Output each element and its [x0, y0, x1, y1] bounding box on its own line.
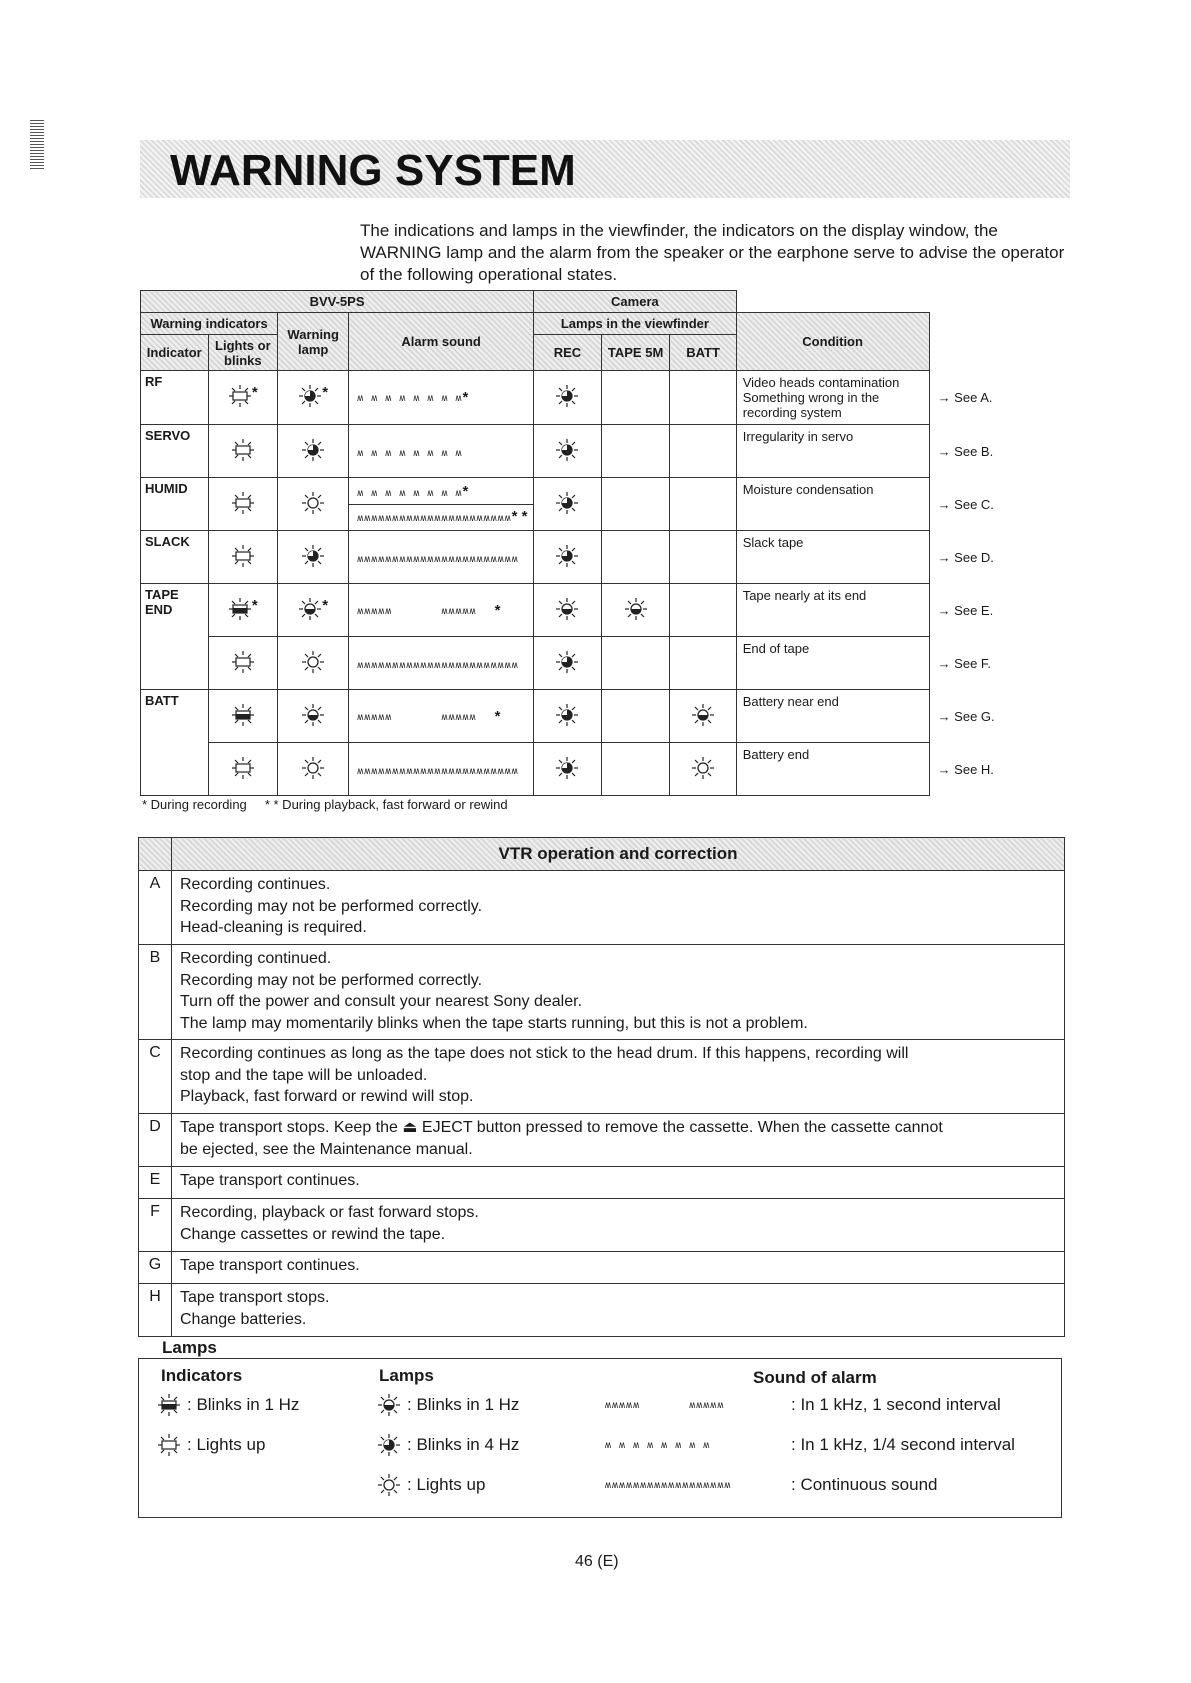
- tape-lamp-blink-1hz-icon: [624, 597, 648, 621]
- legend-indicator-label: : Lights up: [187, 1435, 266, 1454]
- lamp-light-icon: [301, 650, 325, 674]
- table-row: [141, 743, 1001, 796]
- rec-header: REC: [534, 335, 602, 371]
- row-letter: E: [139, 1167, 172, 1199]
- table-row: [139, 1199, 1065, 1252]
- legend-indicators-header: Indicators: [161, 1366, 243, 1385]
- see-reference: → See D.: [937, 549, 994, 565]
- indicator-blink-icon: [228, 597, 252, 621]
- indicator-blink-icon: [157, 1393, 181, 1417]
- batt-lamp-blink-1hz-icon: [691, 703, 715, 727]
- lamp-blink-4hz-icon: [377, 1433, 401, 1457]
- legend-sound-label: : In 1 kHz, 1 second interval: [791, 1395, 1001, 1414]
- condition-text: Video heads contamination Something wrong in the recording system: [736, 371, 929, 425]
- vtr-line: be ejected, see the Maintenance manual.: [180, 1140, 473, 1158]
- alarm-quarter-second-icon: ʍ ʍ ʍ ʍ ʍ ʍ ʍ ʍ: [605, 1439, 711, 1451]
- indicator-light-icon: [231, 438, 255, 462]
- table-row: [141, 531, 1001, 584]
- table-row: [141, 425, 1001, 478]
- table-footnote: [142, 797, 508, 812]
- row-letter: H: [139, 1284, 172, 1337]
- page-number: 46 (E): [575, 1553, 619, 1570]
- row-letter: B: [139, 945, 172, 1040]
- vtr-line: Recording, playback or fast forward stops.: [180, 1204, 479, 1221]
- tape-5m-header: TAPE 5M: [601, 335, 670, 371]
- table-row: [139, 945, 1065, 1040]
- vtr-line: Tape transport continues.: [180, 1257, 360, 1274]
- edge-binding-mark: [30, 120, 44, 170]
- lamps-viewfinder-header: Lamps in the viewfinder: [534, 313, 737, 335]
- lights-or-blinks-header: Lights or blinks: [208, 335, 278, 371]
- vtr-line: Turn off the power and consult your nearest Sony dealer.: [180, 993, 583, 1010]
- table-row: [139, 1040, 1065, 1114]
- camera-group-header: Camera: [534, 291, 737, 313]
- condition-header: Condition: [736, 313, 929, 371]
- vtr-line: Recording may not be performed correctly.: [180, 971, 483, 989]
- see-reference: → See G.: [937, 708, 995, 724]
- rec-lamp-blink-1hz-icon: [555, 597, 579, 621]
- page-title: WARNING SYSTEM: [170, 146, 576, 195]
- legend-indicator-label: : Blinks in 1 Hz: [187, 1395, 300, 1414]
- vtr-line: Recording may not be performed correctly.: [180, 897, 483, 915]
- indicator-light-icon: [231, 756, 255, 780]
- table-row: RF * * ʍ ʍ ʍ ʍ ʍ ʍ ʍ ʍ* Video heads contamination Something wrong in the recording system → See A.: [141, 371, 1001, 425]
- alarm-continuous-icon: ʍʍʍʍʍʍʍʍʍʍʍʍʍʍʍʍʍʍ: [605, 1479, 732, 1491]
- vtr-line: Recording continues as long as the tape does not stick to the head drum. If this happens, recording will: [180, 1045, 909, 1062]
- table-row: [139, 1252, 1065, 1284]
- condition-text: Tape nearly at its end: [736, 584, 929, 637]
- rec-lamp-blink-4hz-icon: [555, 756, 579, 780]
- vtr-operation-table: [138, 837, 1065, 1337]
- rec-lamp-blink-4hz-icon: [555, 650, 579, 674]
- legend-lamp-label: : Blinks in 4 Hz: [407, 1435, 520, 1454]
- alarm-continuous-icon: ʍʍʍʍʍʍʍʍʍʍʍʍʍʍʍʍʍʍʍʍʍʍʍ: [357, 553, 519, 565]
- vtr-line: Change cassettes or rewind the tape.: [180, 1225, 446, 1243]
- vtr-line: Tape transport stops. Keep the ⏏ EJECT button pressed to remove the cassette. When the cassette cannot: [180, 1119, 943, 1136]
- see-reference: → See F.: [937, 655, 992, 671]
- indicator-blink-icon: [231, 703, 255, 727]
- lamps-legend-box: [138, 1358, 1062, 1518]
- vtr-line: Recording continued.: [180, 950, 332, 967]
- rec-lamp-blink-4hz-icon: [555, 438, 579, 462]
- vtr-line: The lamp may momentarily blinks when the tape starts running, but this is not a problem.: [180, 1014, 808, 1032]
- lamp-blink-1hz-icon: [301, 703, 325, 727]
- indicator-light-icon: [231, 491, 255, 515]
- lamp-blink-1hz-icon: [298, 597, 322, 621]
- indicator-header: Indicator: [141, 335, 209, 371]
- table-row: [139, 1167, 1065, 1199]
- lamp-blink-1hz-icon: [377, 1393, 401, 1417]
- indicator-light-icon: [231, 650, 255, 674]
- alarm-one-second-icon: ʍʍʍʍʍ ʍʍʍʍʍ: [605, 1399, 725, 1411]
- row-letter: C: [139, 1040, 172, 1114]
- indicator-label: TAPE END: [141, 584, 209, 690]
- lamp-light-icon: [301, 756, 325, 780]
- see-reference: → See H.: [937, 761, 994, 777]
- indicator-blink-icon: [228, 384, 252, 408]
- table-row: [141, 637, 1001, 690]
- legend-sound-label: : Continuous sound: [791, 1475, 938, 1494]
- vtr-table-header: VTR operation and correction: [172, 838, 1065, 871]
- row-letter: F: [139, 1199, 172, 1252]
- vtr-line: Tape transport stops.: [180, 1289, 330, 1306]
- intro-paragraph: The indications and lamps in the viewfinder, the indicators on the display window, the WARNING lamp and the alarm from the speaker or the earphone serve to advise the operator of the following operational states.: [360, 221, 1065, 284]
- footnote-recording: * During recording: [142, 797, 247, 812]
- see-reference: → See E.: [937, 602, 994, 618]
- alarm-continuous-icon: ʍʍʍʍʍʍʍʍʍʍʍʍʍʍʍʍʍʍʍʍʍʍʍ: [357, 659, 519, 671]
- batt-header: BATT: [670, 335, 736, 371]
- vtr-line: Tape transport continues.: [180, 1172, 360, 1189]
- lamp-light-icon: [301, 491, 325, 515]
- legend-lamp-label: : Blinks in 1 Hz: [407, 1395, 520, 1414]
- indicator-label: BATT: [141, 690, 209, 796]
- table-row: HUMID ʍ ʍ ʍ ʍ ʍ ʍ ʍ ʍ* ʍʍʍʍʍʍʍʍʍʍʍʍʍʍʍʍʍʍʍʍʍʍ* * Moisture condensation → See C.: [141, 478, 1001, 531]
- indicator-label: SLACK: [141, 531, 209, 584]
- condition-text: Battery near end: [736, 690, 929, 743]
- condition-text: Slack tape: [736, 531, 929, 584]
- alarm-one-second-icon: ʍʍʍʍʍ ʍʍʍʍʍ: [357, 711, 477, 723]
- lamp-blink-4hz-icon: [301, 544, 325, 568]
- table-row: [139, 871, 1065, 945]
- row-letter: D: [139, 1114, 172, 1167]
- warning-lamp-header: Warning lamp: [278, 313, 349, 371]
- table-row: [139, 1284, 1065, 1337]
- footnote-playback: * * During playback, fast forward or rewind: [264, 797, 508, 812]
- rec-lamp-blink-4hz-icon: [555, 703, 579, 727]
- indicator-light-icon: [231, 544, 255, 568]
- legend-sound-label: : In 1 kHz, 1/4 second interval: [791, 1435, 1015, 1454]
- see-reference: → See B.: [937, 443, 994, 459]
- row-letter: A: [139, 871, 172, 945]
- row-letter: G: [139, 1252, 172, 1284]
- condition-text: Irregularity in servo: [736, 425, 929, 478]
- lamp-blink-4hz-icon: [301, 438, 325, 462]
- indicator-label: SERVO: [141, 425, 209, 478]
- rec-lamp-blink-4hz-icon: [555, 544, 579, 568]
- table-row: BATT ʍʍʍʍʍ ʍʍʍʍʍ * Battery near end → See G.: [141, 690, 1001, 743]
- alarm-quarter-second-icon: ʍ ʍ ʍ ʍ ʍ ʍ ʍ ʍ: [357, 393, 463, 404]
- indicator-label: RF: [141, 371, 209, 425]
- rec-lamp-blink-4hz-icon: [555, 491, 579, 515]
- see-reference: → See C.: [937, 496, 994, 512]
- lamp-blink-4hz-icon: [298, 384, 322, 408]
- condition-text: Battery end: [736, 743, 929, 796]
- warning-indicators-header: Warning indicators: [141, 313, 278, 335]
- legend-lamps-header: Lamps: [379, 1366, 434, 1385]
- alarm-quarter-second-icon: ʍ ʍ ʍ ʍ ʍ ʍ ʍ ʍ: [357, 447, 463, 459]
- bvv-group-header: BVV-5PS: [141, 291, 534, 313]
- table-row: [139, 1114, 1065, 1167]
- vtr-line: Head-cleaning is required.: [180, 919, 367, 936]
- lamps-legend-title: Lamps: [162, 1338, 217, 1357]
- table-row: TAPE END * * ʍʍʍʍʍ ʍʍʍʍʍ * Tape nearly at its end → See E.: [141, 584, 1001, 637]
- batt-lamp-light-icon: [691, 756, 715, 780]
- indicator-label: HUMID: [141, 478, 209, 531]
- legend-sound-header: Sound of alarm: [753, 1368, 877, 1387]
- legend-lamp-label: : Lights up: [407, 1475, 486, 1494]
- vtr-line: Change batteries.: [180, 1310, 307, 1328]
- condition-text: Moisture condensation: [736, 478, 929, 531]
- rec-lamp-blink-4hz-icon: [555, 384, 579, 408]
- see-reference: → See A.: [937, 390, 993, 405]
- alarm-one-second-icon: ʍʍʍʍʍ ʍʍʍʍʍ: [357, 605, 477, 617]
- indicator-light-icon: [157, 1433, 181, 1457]
- vtr-line: stop and the tape will be unloaded.: [180, 1066, 428, 1084]
- alarm-continuous-icon: ʍʍʍʍʍʍʍʍʍʍʍʍʍʍʍʍʍʍʍʍʍʍʍ: [357, 765, 519, 777]
- condition-text: End of tape: [736, 637, 929, 690]
- lamp-light-icon: [377, 1473, 401, 1497]
- vtr-line: Playback, fast forward or rewind will stop.: [180, 1088, 474, 1105]
- alarm-continuous-icon: ʍʍʍʍʍʍʍʍʍʍʍʍʍʍʍʍʍʍʍʍʍʍ: [357, 512, 512, 524]
- vtr-line: Recording continues.: [180, 876, 331, 893]
- alarm-sound-header: Alarm sound: [349, 313, 534, 371]
- warning-table: [140, 290, 1000, 796]
- alarm-quarter-second-icon: ʍ ʍ ʍ ʍ ʍ ʍ ʍ ʍ: [357, 487, 463, 499]
